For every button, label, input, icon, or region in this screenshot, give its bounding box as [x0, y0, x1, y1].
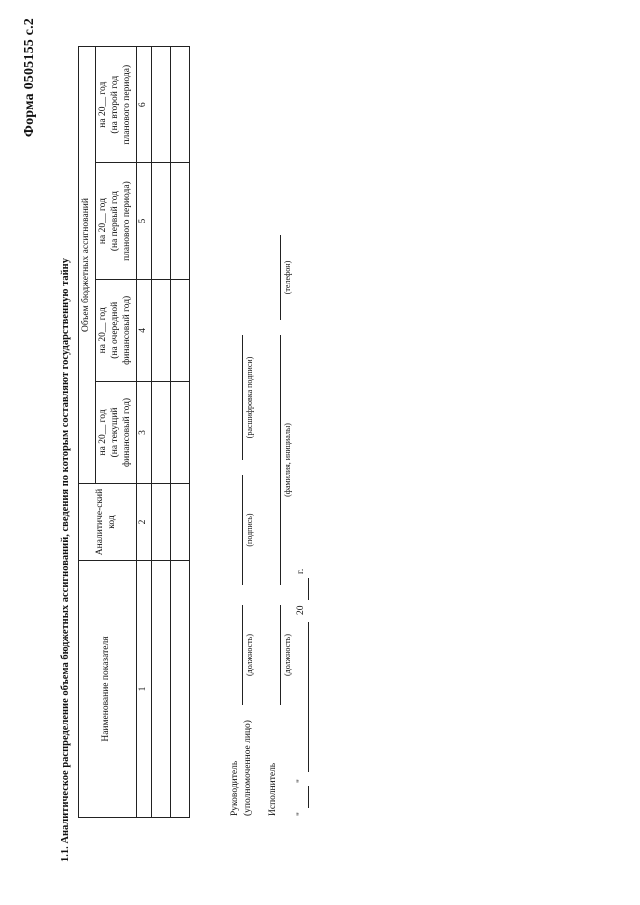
section-title: 1.1. Аналитическое распределение объема бюджетных ассигнований, сведения по которым составляют государственную тайну — [60, 258, 71, 862]
executor-label: Исполнитель — [268, 762, 278, 816]
col-number: 5 — [136, 163, 151, 279]
table-cell[interactable] — [170, 561, 189, 818]
header-next-year-l1: на 20__ год — [97, 307, 108, 354]
header-next-year-l3: финансовый год) — [121, 295, 132, 365]
header-current-year-l1: на 20__ год — [97, 409, 108, 456]
table-cell[interactable] — [151, 561, 170, 818]
table-cell[interactable] — [170, 381, 189, 483]
head-label: Руководитель — [230, 760, 240, 816]
table-row — [151, 47, 170, 818]
table-cell[interactable] — [151, 279, 170, 381]
table-cell[interactable] — [151, 381, 170, 483]
table-cell[interactable] — [170, 279, 189, 381]
table-cell[interactable] — [151, 163, 170, 279]
date-suffix: г. — [296, 568, 306, 574]
date-day-line[interactable] — [308, 786, 309, 808]
header-indicator-name: Наименование показателя — [79, 561, 137, 818]
date-year-line[interactable] — [308, 578, 309, 600]
header-plan-year-2-l2: (на второй год — [109, 75, 120, 134]
header-plan-year-1-l3: планового периода) — [121, 181, 132, 261]
date-month-line[interactable] — [308, 622, 309, 772]
executor-position-caption: (должность) — [283, 634, 292, 676]
head-decode-line[interactable] — [242, 335, 243, 460]
budget-allocation-table — [78, 46, 190, 818]
header-plan-year-1 — [95, 163, 136, 279]
col-number: 1 — [136, 561, 151, 818]
col-number: 2 — [136, 484, 151, 561]
header-plan-year-2 — [95, 47, 136, 163]
head-decode-caption: (расшифровка подписи) — [245, 356, 254, 439]
table-cell[interactable] — [151, 484, 170, 561]
executor-position-line[interactable] — [280, 605, 281, 705]
col-number: 6 — [136, 47, 151, 163]
header-analytic-code: Аналитиче-ский код — [79, 484, 137, 561]
header-current-year — [95, 381, 136, 483]
date-quote-open: " — [296, 812, 306, 816]
form-code: Форма 0505155 с.2 — [22, 18, 37, 138]
header-budget-volume: Объем бюджетных ассигнований — [79, 47, 96, 484]
executor-fio-caption: (фамилия, инициалы) — [283, 423, 292, 497]
header-plan-year-1-l2: (на первый год — [109, 190, 120, 252]
header-next-year — [95, 279, 136, 381]
header-row-1 — [79, 47, 96, 818]
header-plan-year-2-l1: на 20__ год — [97, 81, 108, 128]
head-position-line[interactable] — [242, 605, 243, 705]
head-position-caption: (должность) — [245, 634, 254, 676]
head-signature-line[interactable] — [242, 475, 243, 585]
col-number: 4 — [136, 279, 151, 381]
col-number: 3 — [136, 381, 151, 483]
head-sub-label: (уполномоченное лицо) — [243, 720, 253, 816]
executor-fio-line[interactable] — [280, 335, 281, 585]
executor-phone-line[interactable] — [280, 235, 281, 320]
table-cell[interactable] — [170, 484, 189, 561]
table-cell[interactable] — [170, 47, 189, 163]
date-quote-close: " — [296, 779, 306, 783]
head-signature-caption: (подпись) — [245, 513, 254, 547]
executor-phone-caption: (телефон) — [283, 260, 292, 295]
header-plan-year-2-l3: планового периода) — [121, 64, 132, 145]
column-number-row — [136, 47, 151, 818]
header-current-year-l2: (на текущий — [109, 407, 120, 458]
date-year-prefix: 20 — [296, 605, 306, 615]
header-current-year-l3: финансовый год) — [121, 397, 132, 467]
header-next-year-l2: (на очередной — [109, 301, 120, 359]
header-plan-year-1-l1: на 20__ год — [97, 198, 108, 245]
table-cell[interactable] — [151, 47, 170, 163]
table-cell[interactable] — [170, 163, 189, 279]
table-row — [170, 47, 189, 818]
